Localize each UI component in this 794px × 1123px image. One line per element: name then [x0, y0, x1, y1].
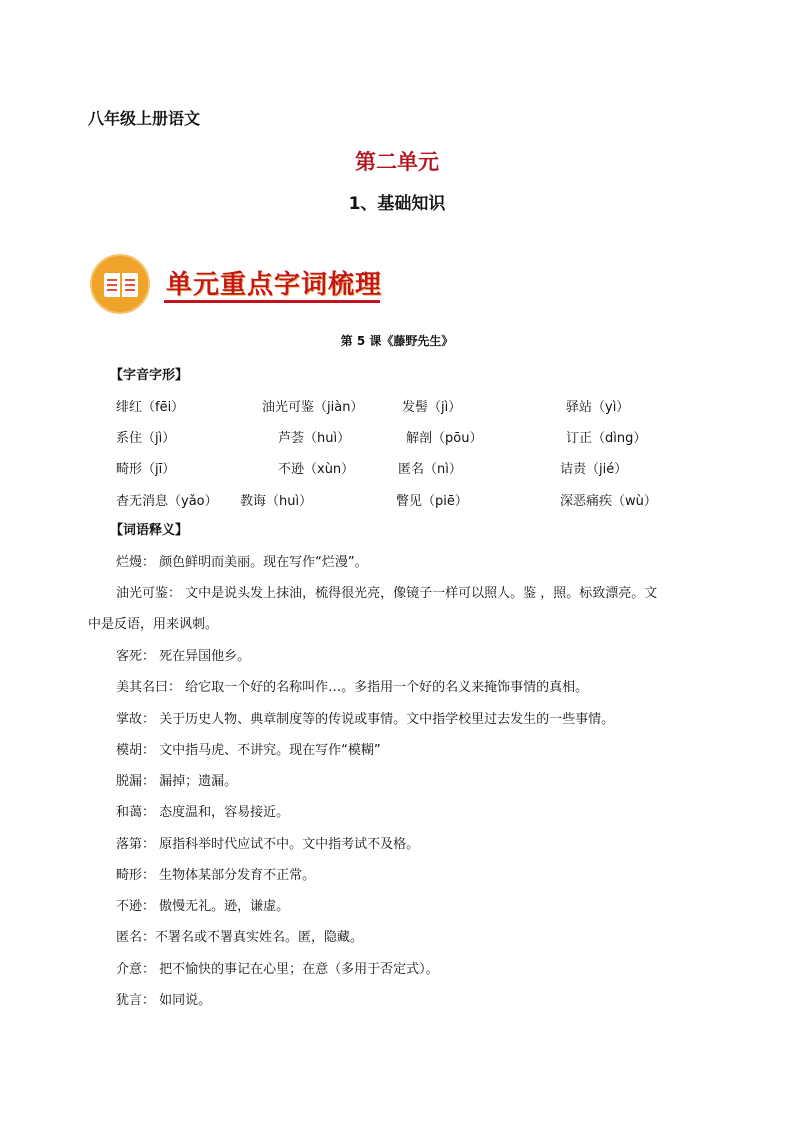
lesson-title: 第 5 课《藤野先生》: [340, 334, 454, 348]
definition-item: 和蔼： 态度温和，容易接近。: [116, 805, 290, 820]
definition-item: 匿名：不署名或不署真实姓名。匿，隐藏。: [116, 930, 364, 945]
definition-item: 掌故： 关于历史人物、典章制度等的传说或事情。文中指学校里过去发生的一些事情。: [116, 712, 615, 727]
definitions-heading: 【词语释义】: [110, 523, 189, 538]
section-banner: [90, 254, 410, 318]
pronunciation-heading: 【字音字形】: [110, 368, 189, 383]
section-subtitle: 1、基础知识: [348, 194, 446, 214]
banner-title: 单元重点字词梳理: [166, 270, 383, 300]
word-entry: 绯红（fēi）: [116, 400, 185, 415]
word-entry: 订正（dìng）: [566, 431, 647, 446]
word-entry: 瞥见（piē）: [396, 494, 468, 509]
unit-title: 第二单元: [355, 150, 439, 174]
definition-item: 模胡： 文中指马虎、不讲究。现在写作“模糊”: [116, 743, 381, 758]
definition-item: 脱漏： 漏掉；遗漏。: [116, 774, 238, 789]
definition-item: 犹言： 如同说。: [116, 993, 212, 1008]
definition-item: 烂熳： 颜色鲜明而美丽。现在写作“烂漫”。: [116, 555, 368, 570]
grade-title: 八年级上册语文: [88, 109, 201, 128]
definition-item: 介意： 把不愉快的事记在心里；在意（多用于否定式）。: [116, 962, 439, 977]
word-entry: 教诲（huì）: [240, 494, 313, 509]
word-entry: 不逊（xùn）: [278, 462, 355, 477]
definition-item: 油光可鉴： 文中是说头发上抹油，梳得很光亮，像镜子一样可以照人。鉴 ，照。标致漂亮。文: [116, 586, 658, 601]
word-entry: 诘责（jié）: [560, 462, 628, 477]
definition-item: 客死： 死在异国他乡。: [116, 649, 251, 664]
definition-item: 畸形： 生物体某部分发育不正常。: [116, 868, 316, 883]
word-entry: 解剖（pōu）: [406, 431, 483, 446]
definition-item: 落第： 原指科举时代应试不中。文中指考试不及格。: [116, 837, 420, 852]
word-entry: 油光可鉴（jiàn）: [262, 400, 364, 415]
word-entry: 深恶痛疾（wù）: [560, 494, 657, 509]
definition-item-continued: 中是反语，用来讽刺。: [88, 617, 219, 632]
word-entry: 驿站（yì）: [566, 400, 630, 415]
word-entry: 匿名（nì）: [398, 462, 462, 477]
book-icon: [90, 254, 150, 314]
word-entry: 发髻（jì）: [402, 400, 462, 415]
word-entry: 畸形（jī）: [116, 462, 176, 477]
definition-item: 不逊： 傲慢无礼。逊，谦虚。: [116, 899, 290, 914]
word-entry: 杳无消息（yǎo）: [116, 494, 218, 509]
banner-underline: [164, 300, 380, 303]
word-entry: 芦荟（huì）: [278, 431, 351, 446]
definition-item: 美其名曰： 给它取一个好的名称叫作…。多指用一个好的名义来掩饰事情的真相。: [116, 680, 589, 695]
word-entry: 系住（jì）: [116, 431, 176, 446]
